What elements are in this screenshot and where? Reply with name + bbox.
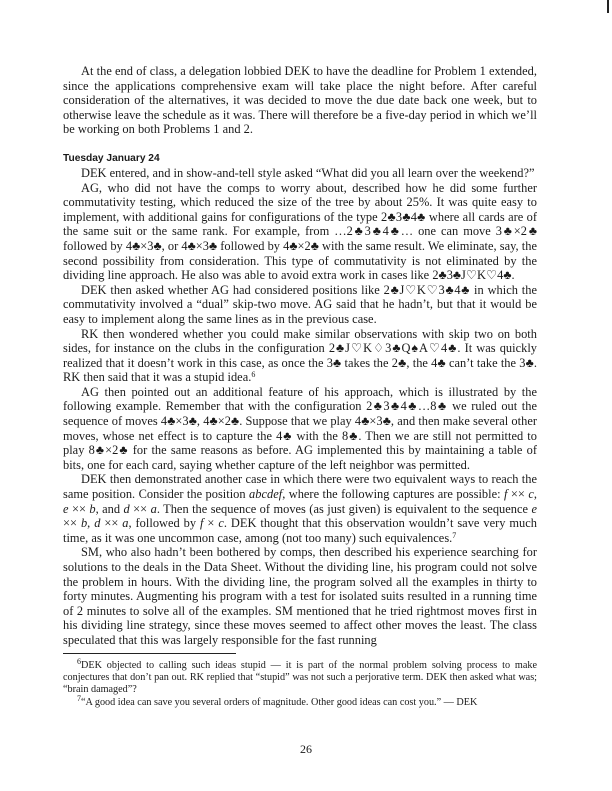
document-page <box>63 64 537 709</box>
paragraph-deadline: At the end of class, a delegation lobbied DEK to have the deadline for Problem 1 extended, since the applications comprehensive exam will take place the night before. After careful consideration of the alternatives, it was decided to move the due date back one week, but to otherwise leave the schedule as it was. There will therefore be a five-day period in which we’ll be working on both Problems 1 and 2. <box>63 64 537 137</box>
paragraph-sm-data-sheet: SM, who also hadn’t been bothered by comps, then described his experience searching for solutions to the deals in the Data Sheet. Without the dividing line, his program could not solve the problem in hours. With the dividing line, the program solved all the examples in thirty to forty minutes. Augmenting his program with a test for isolated suits resulted in a running time of 2 minutes to solve all of the examples. SM mentioned that he tried rightmost moves first in his dividing line strategy, since these moves seemed to affect other moves the least. The class speculated that this was largely responsible for the fast running <box>63 545 537 647</box>
math-variable: f <box>504 487 508 502</box>
section-heading: Tuesday January 24 <box>63 152 160 164</box>
paragraph-ag-commutativity: AG, who did not have the comps to worry about, described how he did some further commutativity testing, which reduced the size of the tree by about 25%. It was quite easy to implement, with additional gains for configurations of the type 2♣3♣4♣ where all cards are of the same suit or the same rank. For example, from …2♣3♣4♣… one can move 3♣×2♣ followed by 4♣×3♣, or 4♣×3♣ followed by 4♣×2♣ with the same result. We eliminate, say, the second possibility from consideration. This type of commutativity is not eliminated by the dividing line approach. He also was able to avoid extra work in cases like 2♣3♣J♡K♡4♣. <box>63 180 537 283</box>
footnote-7 <box>63 693 537 709</box>
paragraph-dek-dual-skip: DEK then asked whether AG had considered positions like 2♣J♡K♡3♣4♣ in which the commutativity involved a “dual” skip-two move. AG said that he hadn’t, but that it would be easy to implement along the same lines as in the previous case. <box>63 282 537 326</box>
paragraph-dek-entered: DEK entered, and in show-and-tell style asked “What did you all learn over the weekend?” <box>81 165 535 180</box>
footnote-divider <box>63 653 236 654</box>
math-variable: b <box>80 516 88 531</box>
math-variable: a <box>122 516 129 531</box>
math-variable: f <box>200 516 204 531</box>
paragraph-ag-bit-table: AG then pointed out an additional feature of his approach, which is illustrated by the following example. Remember that with the configuration 2♣3♣4♣…8♣ we ruled out the sequence of moves 4♣×3♣, 4♣×2♣. Suppose that we play 4♣×3♣, and then make several other moves, whose net effect is to capture the 4♣ with the 8♣. Then we are still not permitted to play 8♣×2♣ for the same reasons as before. AG implemented this by maintaining a table of bits, one for each card, saying whether capture of the left neighbor was permitted. <box>63 384 537 472</box>
footnote-ref-7[interactable]: 7 <box>452 530 457 540</box>
paragraph-rk-skip-two <box>63 327 537 385</box>
footnote-mark-6: 6 <box>77 656 81 666</box>
footnote-ref-6[interactable]: 6 <box>251 370 256 380</box>
math-variable: b <box>89 501 96 516</box>
math-variable: d <box>94 516 101 531</box>
paragraph-rk-skip-two-text: RK then wondered whether you could make similar observations with skip two on both sides, for instance on the clubs in the configuration 2♣J♡K♢3♣Q♠A♡4♣. It was quickly realized that it doesn’t work in this case, as once the 3♣ takes the 2♣, the 4♣ can’t take the 3♣. RK then said that it was a stupid idea. <box>63 326 537 385</box>
footnote-7-text: “A good idea can save you several orders of magnitude. Other good ideas can cost you.” — DEK <box>81 696 478 708</box>
paragraph-dek-equivalence <box>63 472 537 545</box>
math-variable: d <box>123 501 130 516</box>
math-variable: c <box>528 487 534 502</box>
page-number: 26 <box>300 742 312 756</box>
footnote-mark-7: 7 <box>77 693 81 703</box>
scan-corner-mark <box>607 0 609 13</box>
math-position: abcdef <box>249 487 283 502</box>
footnote-6-text: DEK objected to calling such ideas stupid — it is part of the normal problem solving process to make conjectures that don’t pan out. RK replied that “stupid” was not such a perjorative term. DEK then asked what was; “brain damaged”? <box>63 659 537 696</box>
math-variable: e <box>63 501 69 516</box>
math-variable: e <box>531 501 537 516</box>
math-variable: a <box>150 501 157 516</box>
paragraph-dek-equivalence-text: DEK then demonstrated another case in which there were two equivalent ways to reach the same position. Consider the position abcdef, where the following captures are possible: f ×× c, e ×× b, and d ×× a. Then the sequence of moves (as just given) is equivalent to the sequence e ×× b, d ×× a, followed by f × c. DEK thought that this observation wouldn’t save very much time, as it was one uncommon case, among (not too many) such equivalences. <box>63 472 537 545</box>
footnote-6 <box>63 656 537 697</box>
math-variable: c <box>218 516 224 531</box>
